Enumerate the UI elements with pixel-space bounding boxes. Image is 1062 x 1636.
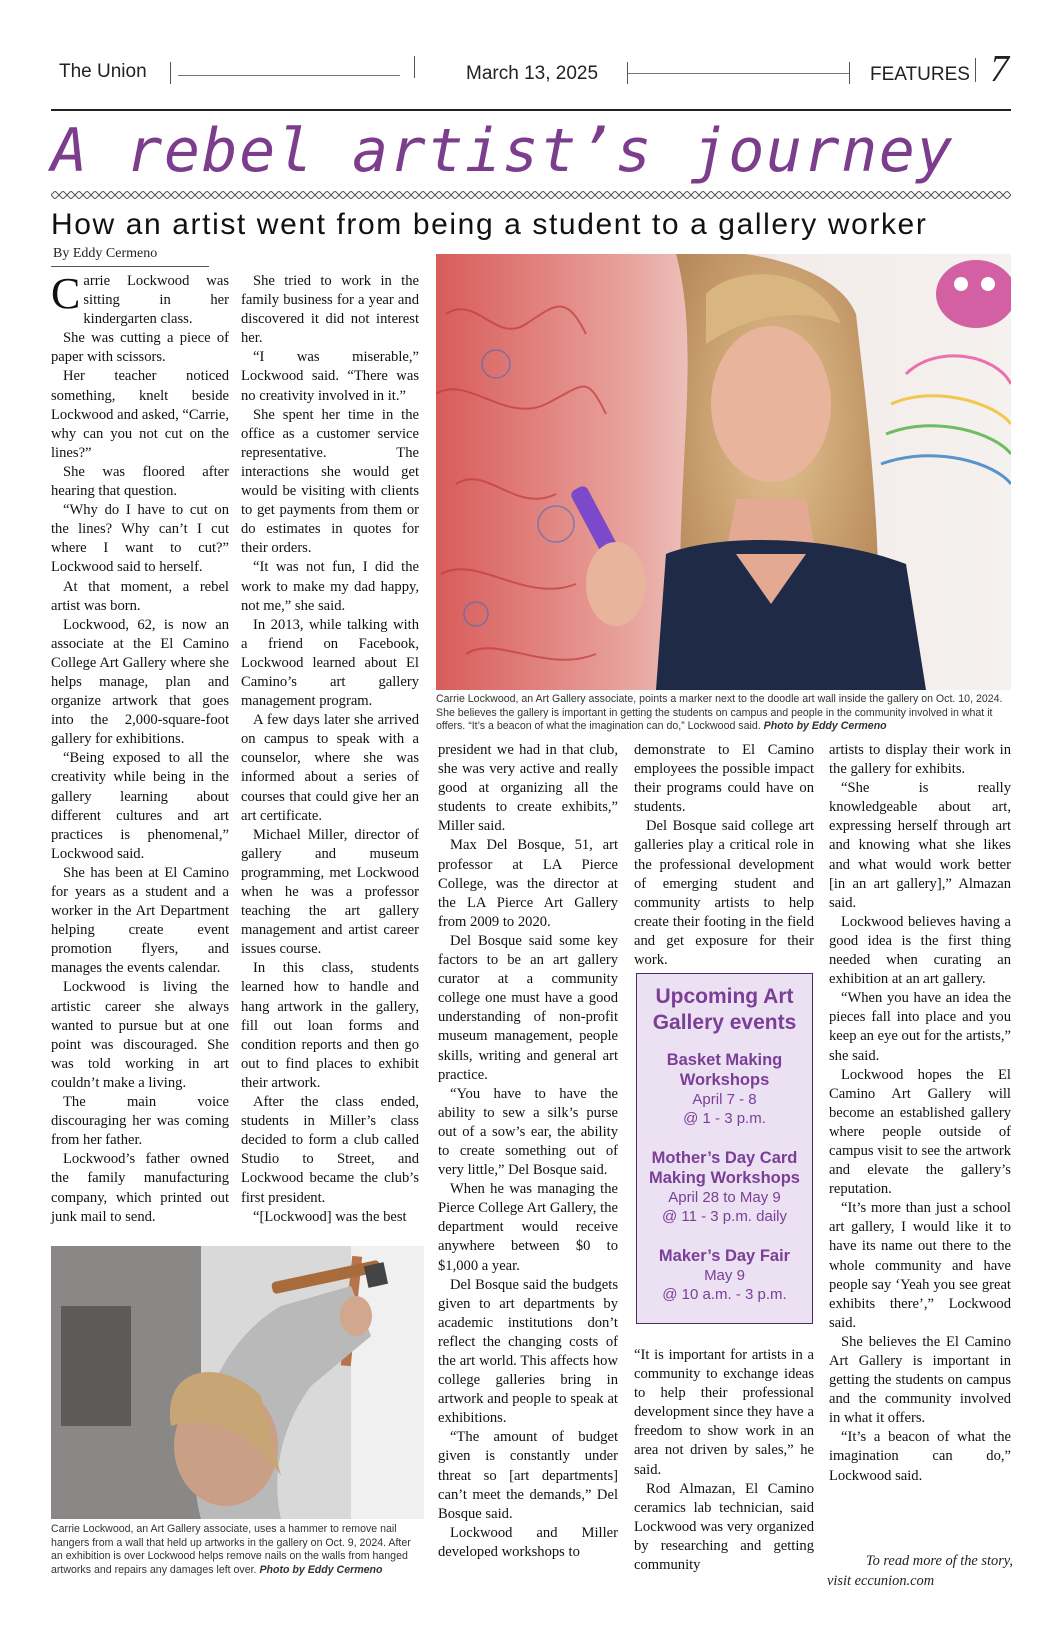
read-more-url: visit eccunion.com [827,1573,935,1589]
article-column-1: Carrie Lockwood was sitting in her kindergarten class. She was cutting a piece of paper with scissors. Her teacher noticed something, knelt beside Lockwood and asked, “Carrie, why can you not cut on the lines?” She was floored after hearing that question. “Why do I have to cut on the lines? Why can’t I cut where I want to cut?” Lockwood said to herself. At that moment, a rebel artist was born. Lockwood, 62, is now an associate at the El Camino College Art Gallery where she helps manage, plan and organize artwork that goes into the 2,000-square-foot gallery for exhibitions. “Being exposed to all the creativity while being in the gallery learning about different cultures and art practices is phenomenal,” Lockwood said. She has been at El Camino for years as a student and a worker in the Art Department helping create event promotion flyers, and manages the events calendar. Lockwood is living the artistic career she always wanted to pursue but at one point was discouraged. She was told working in art couldn’t make a living. The main voice discouraging her was coming from her father. Lockwood’s father owned the family manufacturing company, which printed out junk mail to send. [51,272,229,1227]
photo-credit: Photo by Eddy Cermeno [763,720,887,733]
paragraph: She spent her time in the office as a customer service representative. The interactions she would get would be visiting with clients to get payments from them or do estimates in quotes for their orders. [241,406,419,557]
paragraph: president we had in that club, she was very active and really good at organizing all the students to create exhibits,” Miller said. [438,742,618,835]
paragraph: “It’s a beacon of what the imagination can do,” Lockwood said. [829,1429,1011,1484]
paragraph: Michael Miller, director of gallery and museum programming, met Lockwood when he was a professor teaching the art gallery management and artist career issues course. [241,826,419,958]
paragraph: She believes the El Camino Art Gallery is important in getting the students on campus and the community involved in what it offers. [829,1333,1011,1427]
paragraph: Lockwood believes having a good idea is the first thing needed when curating an exhibition at an art gallery. [829,913,1011,988]
paragraph: Del Bosque said some key factors to be an art gallery curator at a community college one must have a good understanding of non-profit museum management, people skills, writing and general art practice. [438,932,618,1083]
secondary-photo [51,1246,424,1519]
events-box-title: Upcoming Art Gallery events [652,985,797,1034]
byline: By Eddy Cermeno [53,246,158,261]
event-item [637,1050,812,1128]
paragraph: “It’s more than just a school art gallery, I would like it to have its name out there to the whole community and have people say ‘Yeah you see great exhibits there’,” Lockwood said. [829,1200,1011,1331]
paragraph: Lockwood, 62, is now an associate at the El Camino College Art Gallery where she helps manage, plan and organize artwork that goes into the 2,000-square-foot gallery for exhibitions. [51,616,229,748]
main-photo [436,254,1011,690]
paragraph: “The amount of budget given is constantly under threat so [art departments] can’t meet the demands,” Del Bosque said. [438,1429,618,1522]
publication-name: The Union [59,61,147,82]
paragraph: Max Del Bosque, 51, art professor at LA Pierce College, was the director at the LA Pierce Art Gallery from 2009 to 2020. [438,837,618,930]
event-item [637,1148,812,1226]
paragraph: “Why do I have to cut on the lines? Why can’t I cut where I want to cut?” Lockwood said to herself. [51,502,229,576]
paragraph: “Being exposed to all the creativity while being in the gallery learning about different cultures and art practices is phenomenal,” Lockwood said. [51,750,229,862]
paragraph: “You have to have the ability to sew a silk’s purse out of a sow’s ear, the ability to create something out of very little,” Del Bosque said. [438,1085,618,1179]
event-name: Maker’s Day Fair [658,1247,791,1265]
paragraph: In this class, students learned how to handle and hang artwork in the gallery, fill out loan forms and condition reports and then go out to find places to exhibit their artwork. [241,960,419,1091]
drop-cap: C [51,269,81,318]
header-bottom-rule [51,109,1011,111]
paragraph: Lockwood hopes the El Camino Art Gallery will become an established gallery where people outside of campus visit to see the artwork and elevate the gallery’s reputation. [829,1066,1011,1198]
secondary-photo-caption: Carrie Lockwood, an Art Gallery associate, uses a hammer to remove nail hangers from a wall that held up artworks in the gallery on Oct. 9, 2024. After an exhibition is over Lockwood helps remove nails on the walls from hanged artworks and repairs any damages left over. Photo by Eddy Cermeno [51,1523,411,1576]
paragraph: She tried to work in the family business for a year and discovered it did not interest her. [241,273,419,347]
read-more-line: To read more of the story, [865,1553,1013,1569]
paragraph: Rod Almazan, El Camino ceramics lab technician, said Lockwood was very organized by researching and getting community [634,1480,814,1574]
paragraph: Del Bosque said college art galleries play a critical role in the professional development of emerging student and community artists to help create their footing in the field and get exposure for their work. [634,818,814,969]
main-photo-caption: Carrie Lockwood, an Art Gallery associate, points a marker next to the doodle art wall inside the gallery on Oct. 10, 2024. She believes the gallery is important in getting the students on campus and people in the community involved in what it offers. “It’s a beacon of what the imagination can do,” Lockwood said. Photo by Eddy Cermeno [436,693,1003,733]
paragraph: Del Bosque said the budgets given to art departments by academic institutions don’t reflect the changing costs of the art world. This affects how college galleries bring in artwork and people to speak at exhibitions. [438,1276,618,1427]
article-column-2 [241,272,419,1227]
paragraph: A few days later she arrived on campus to speak with a counselor, where she was informed about a series of courses that could give her an art certificate. [241,712,419,824]
paragraph: “When you have an idea the pieces fall into place and you keep an eye out for the artists,” she said. [829,990,1011,1064]
event-date: April 28 to May 9 [668,1189,781,1206]
paragraph: demonstrate to El Camino employees the possible impact their programs could have on students. [634,742,814,816]
header-divider [975,58,976,82]
article-column-5 [829,741,1011,1486]
article-column-3 [438,741,618,1562]
paragraph: “I was miserable,” Lockwood said. “There was no creativity involved in it.” [241,349,419,404]
subheadline: How an artist went from being a student to a gallery worker [51,208,928,241]
header-divider [170,62,171,84]
paragraph: Her teacher noticed something, knelt beside Lockwood and asked, “Carrie, why can you not cut on the lines?” [51,368,229,461]
read-more-note [827,1551,1013,1591]
event-time: @ 10 a.m. - 3 p.m. [662,1286,787,1303]
section-name: FEATURES [870,64,970,85]
paragraph: “She is really knowledgeable about art, expressing herself through art and knowing what she likes and what would work better [in an art gallery],” Almazan said. [829,780,1011,911]
paragraph: artists to display their work in the gallery for exhibits. [829,742,1011,778]
paragraph: At that moment, a rebel artist was born. [51,578,229,614]
paragraph: Lockwood and Miller developed workshops to [438,1524,618,1560]
event-item [637,1246,812,1304]
article-column-4-top [634,741,814,970]
event-time: @ 11 - 3 p.m. daily [662,1208,787,1225]
header-divider [849,62,850,84]
article-column-4-bottom [634,1346,814,1575]
header-rule [178,75,400,76]
photo-credit: Photo by Eddy Cermeno [259,1563,383,1576]
headline: A rebel artist’s journey [51,116,954,186]
paragraph: In 2013, while talking with a friend on Facebook, Lockwood learned about El Camino’s art gallery management program. [241,616,419,710]
event-date: April 7 - 8 [692,1091,757,1108]
paragraph: She has been at El Camino for years as a student and a worker in the Art Department helping create event promotion flyers, and manages the events calendar. [51,864,229,977]
paragraph: The main voice discouraging her was coming from her father. [51,1094,229,1149]
paragraph: “It is important for artists in a community to exchange ideas to help their professional development since they have a freedom to show work in an area not driven by sales,” he said. [634,1347,814,1478]
issue-date: March 13, 2025 [466,63,599,84]
paragraph: “It was not fun, I did the work to make my dad happy, not me,” she said. [241,559,419,614]
paragraph: She was floored after hearing that question. [51,463,229,500]
event-date: May 9 [704,1267,745,1284]
byline-rule [51,266,209,267]
header-rule [628,73,850,74]
event-name: Mother’s Day Card Making Workshops [649,1149,800,1187]
secondary-photo-illustration [51,1246,424,1519]
paragraph: Lockwood is living the artistic career she always wanted to pursue but at one point was discouraged. She was told working in art couldn’t make a living. [51,979,229,1091]
event-name: Basket Making Workshops [666,1051,783,1089]
events-sidebar-box [636,973,813,1324]
paragraph: Lockwood’s father owned the family manufacturing company, which printed out junk mail to send. [51,1151,229,1225]
page-number: 7 [990,48,1009,90]
event-time: @ 1 - 3 p.m. [683,1110,766,1127]
header-divider [414,56,415,78]
paragraph: After the class ended, students in Miller’s class decided to form a club called Studio to Street, and Lockwood became the club’s first president. [241,1094,419,1206]
paragraph: When he was managing the Pierce College Art Gallery, the department would receive anywhere between $0 to $1,000 a year. [438,1181,618,1274]
paragraph: She was cutting a piece of paper with scissors. [51,330,229,366]
paragraph: “[Lockwood] was the best [253,1208,407,1225]
decorative-border [51,191,1011,199]
main-photo-illustration [436,254,1011,690]
